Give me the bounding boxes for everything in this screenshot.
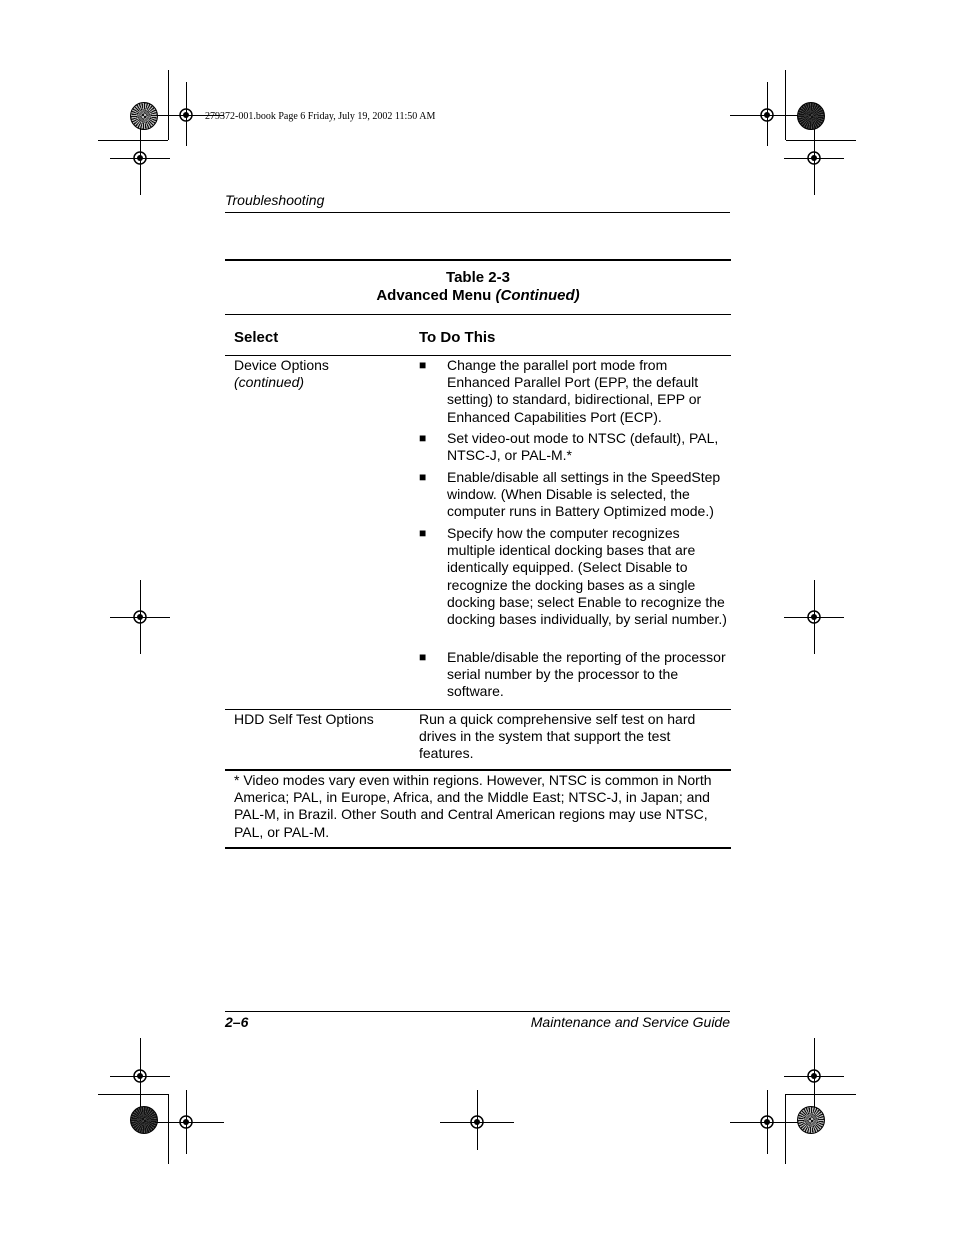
column-header-to-do-this: To Do This: [419, 329, 496, 346]
sunburst-mark-icon: [797, 102, 825, 130]
sunburst-mark-icon: [130, 1106, 158, 1134]
table-footnote: * Video modes vary even within regions. However, NTSC is common in North America; PAL, in Europe, Africa, and the Middle East; NTSC-J, in Japan; and PAL-M, in Brazil. Other South and Central American regions may use NTSC, PAL, or PAL-M.: [234, 772, 712, 840]
registration-target-icon: [757, 1112, 777, 1132]
list-item: Enable/disable all settings in the SpeedStep window. (When Disable is selected, the computer runs in Battery Optimized mode.): [447, 469, 721, 520]
table-bottom-rule: [225, 847, 731, 849]
registration-target-icon: [467, 1112, 487, 1132]
registration-target-icon: [130, 607, 150, 627]
table-title-suffix: (Continued): [495, 287, 580, 304]
registration-target-icon: [804, 607, 824, 627]
running-head: Troubleshooting: [225, 192, 325, 208]
title-rule: [225, 314, 731, 315]
table-title-text: Advanced Menu: [376, 287, 492, 304]
registration-target-icon: [176, 105, 196, 125]
sunburst-mark-icon: [130, 102, 158, 130]
select-note: (continued): [234, 374, 305, 390]
row-rule: [225, 709, 731, 710]
registration-target-icon: [130, 148, 150, 168]
bullet-icon: ■: [419, 526, 427, 540]
bullet-icon: ■: [419, 431, 427, 445]
table-top-rule: [225, 259, 731, 261]
sunburst-mark-icon: [797, 1106, 825, 1134]
registration-target-icon: [804, 148, 824, 168]
registration-target-icon: [130, 1066, 150, 1086]
page-number: 2–6: [225, 1014, 249, 1030]
bullet-icon: ■: [419, 470, 427, 484]
footnote-rule: [225, 769, 731, 771]
table-title: [225, 287, 731, 304]
table-number: Table 2-3: [446, 269, 510, 286]
list-item: Set video-out mode to NTSC (default), PAL, NTSC-J, or PAL-M.*: [447, 430, 719, 464]
header-rule: [225, 212, 730, 213]
list-item: Change the parallel port mode from Enhanced Parallel Port (EPP, the default setting) to standard, bidirectional, EPP or Enhanced Capabilities Port (ECP).: [447, 357, 702, 425]
description-cell: Run a quick comprehensive self test on hard drives in the system that support the test features.: [419, 711, 696, 762]
bullet-icon: ■: [419, 358, 427, 372]
registration-target-icon: [176, 1112, 196, 1132]
guide-title: Maintenance and Service Guide: [530, 1014, 730, 1030]
column-header-select: Select: [234, 329, 279, 346]
registration-target-icon: [757, 105, 777, 125]
registration-target-icon: [804, 1066, 824, 1086]
select-cell: HDD Self Test Options: [234, 711, 374, 727]
footer-rule: [225, 1011, 730, 1012]
bullet-icon: ■: [419, 650, 427, 664]
select-cell: Device Options: [234, 357, 329, 373]
list-item: Specify how the computer recognizes multiple identical docking bases that are identically equipped. (Select Disable to recognize the docking bases as a single docking base; select Enable to recognize the docking bases individually, by serial number.): [447, 525, 727, 628]
list-item: Enable/disable the reporting of the processor serial number by the processor to the software.: [447, 649, 726, 700]
book-info: 279372-001.book Page 6 Friday, July 19, 2002 11:50 AM: [205, 111, 436, 122]
header-row-rule: [225, 355, 731, 356]
